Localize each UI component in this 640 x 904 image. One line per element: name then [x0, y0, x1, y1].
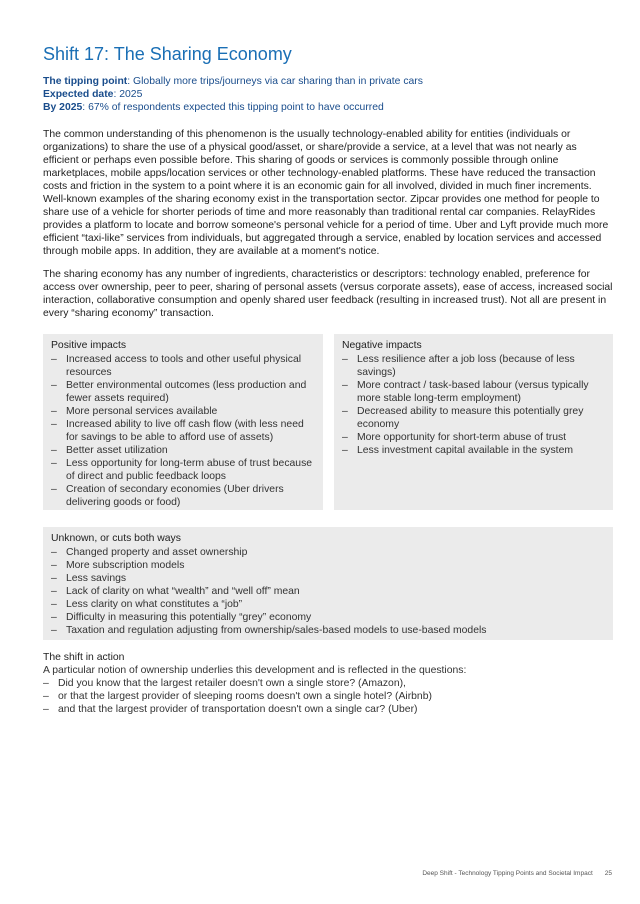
- list-item: – Lack of clarity on what “wealth” and “well off” mean: [51, 585, 605, 598]
- shift-in-action-list: [43, 677, 613, 716]
- ingredients-paragraph: The sharing economy has any number of ingredients, characteristics or descriptors: technology enabled, preference for access over ownership, peer to peer, sharing of personal assets (versus corporate assets), ease of access, increased social interaction, collaborative consumption and openly shared user feedback (resulting in increased trust). Not all are present in every “sharing economy” transaction.: [43, 269, 613, 319]
- negative-impacts-list: [342, 353, 605, 457]
- positive-impacts-heading: Positive impacts: [51, 340, 127, 351]
- intro-paragraph: The common understanding of this phenomenon is the usually technology-enabled ability for entities (individuals or organizations) to share the use of a physical good/asset, or share/provide a service, at a level that was not nearly as efficient or perhaps even possible before. This sharing of goods or services is commonly possible through online marketplaces, mobile apps/location services or other technology-enabled platforms. These have reduced the transaction costs and friction in the system to a point where it is an economic gain for all involved, divided in much finer increments. Well-known examples of the sharing economy exist in the transportation sector. Zipcar provides one method for people to share use of a vehicle for shorter periods of time and more reasonably than traditional rental car companies. RelayRides provides a platform to locate and borrow someone's personal vehicle for a period of time. Uber and Lyft provide much more efficient “taxi-like” services from individuals, but aggregated through a service, enabled by location services and accessed through mobile apps. In addition, they are available at a moment's notice.: [43, 129, 609, 257]
- unknown-impacts-list: [51, 546, 605, 637]
- by-2025-line: [43, 101, 603, 114]
- list-item: – Less opportunity for long-term abuse of trust because of direct and public feedback loops: [51, 457, 315, 483]
- list-item: – Changed property and asset ownership: [51, 546, 605, 559]
- list-item: – or that the largest provider of sleeping rooms doesn't own a single hotel? (Airbnb): [43, 690, 613, 703]
- list-item: – Creation of secondary economies (Uber drivers delivering goods or food): [51, 483, 315, 509]
- page-footer: [422, 870, 612, 877]
- list-item: – More contract / task-based labour (versus typically more stable long-term employment): [342, 379, 605, 405]
- positive-impacts-list: [51, 353, 315, 509]
- negative-impacts-heading: Negative impacts: [342, 340, 422, 351]
- by-2025-text: : 67% of respondents expected this tipping point to have occurred: [82, 102, 384, 113]
- list-item: – More opportunity for short-term abuse of trust: [342, 431, 605, 444]
- list-item: – Less resilience after a job loss (because of less savings): [342, 353, 605, 379]
- list-item: – More personal services available: [51, 405, 315, 418]
- expected-date-line: [43, 88, 603, 101]
- tipping-point-label: The tipping point: [43, 76, 128, 87]
- list-item: – Better asset utilization: [51, 444, 315, 457]
- expected-date-text: : 2025: [113, 89, 143, 100]
- list-item: – More subscription models: [51, 559, 605, 572]
- unknown-impacts-box: [43, 527, 613, 640]
- tipping-point-facts: [43, 75, 603, 114]
- list-item: – Better environmental outcomes (less production and fewer assets required): [51, 379, 315, 405]
- unknown-impacts-heading: Unknown, or cuts both ways: [51, 533, 181, 544]
- list-item: – and that the largest provider of transportation doesn't own a single car? (Uber): [43, 703, 613, 716]
- negative-impacts-box: [334, 334, 613, 510]
- list-item: – Increased access to tools and other useful physical resources: [51, 353, 315, 379]
- page-title: Shift 17: The Sharing Economy: [43, 44, 292, 64]
- list-item: – Difficulty in measuring this potentially “grey” economy: [51, 611, 605, 624]
- list-item: – Increased ability to live off cash flow (with less need for savings to be able to afford use of assets): [51, 418, 315, 444]
- shift-in-action-intro: A particular notion of ownership underlies this development and is reflected in the questions:: [43, 665, 467, 676]
- expected-date-label: Expected date: [43, 89, 114, 100]
- page-number: 25: [604, 870, 612, 877]
- list-item: – Did you know that the largest retailer doesn't own a single store? (Amazon),: [43, 677, 613, 690]
- list-item: – Decreased ability to measure this potentially grey economy: [342, 405, 605, 431]
- list-item: – Less savings: [51, 572, 605, 585]
- shift-in-action-heading: The shift in action: [43, 652, 125, 663]
- tipping-point-text: : Globally more trips/journeys via car sharing than in private cars: [127, 76, 423, 87]
- list-item: – Less investment capital available in the system: [342, 444, 605, 457]
- by-2025-label: By 2025: [43, 102, 83, 113]
- list-item: – Less clarity on what constitutes a “job”: [51, 598, 605, 611]
- footer-text: Deep Shift - Technology Tipping Points and Societal Impact: [422, 870, 593, 877]
- shift-in-action-section: [43, 651, 613, 716]
- tipping-point-line: [43, 75, 603, 88]
- list-item: – Taxation and regulation adjusting from ownership/sales-based models to use-based models: [51, 624, 605, 637]
- positive-impacts-box: [43, 334, 323, 510]
